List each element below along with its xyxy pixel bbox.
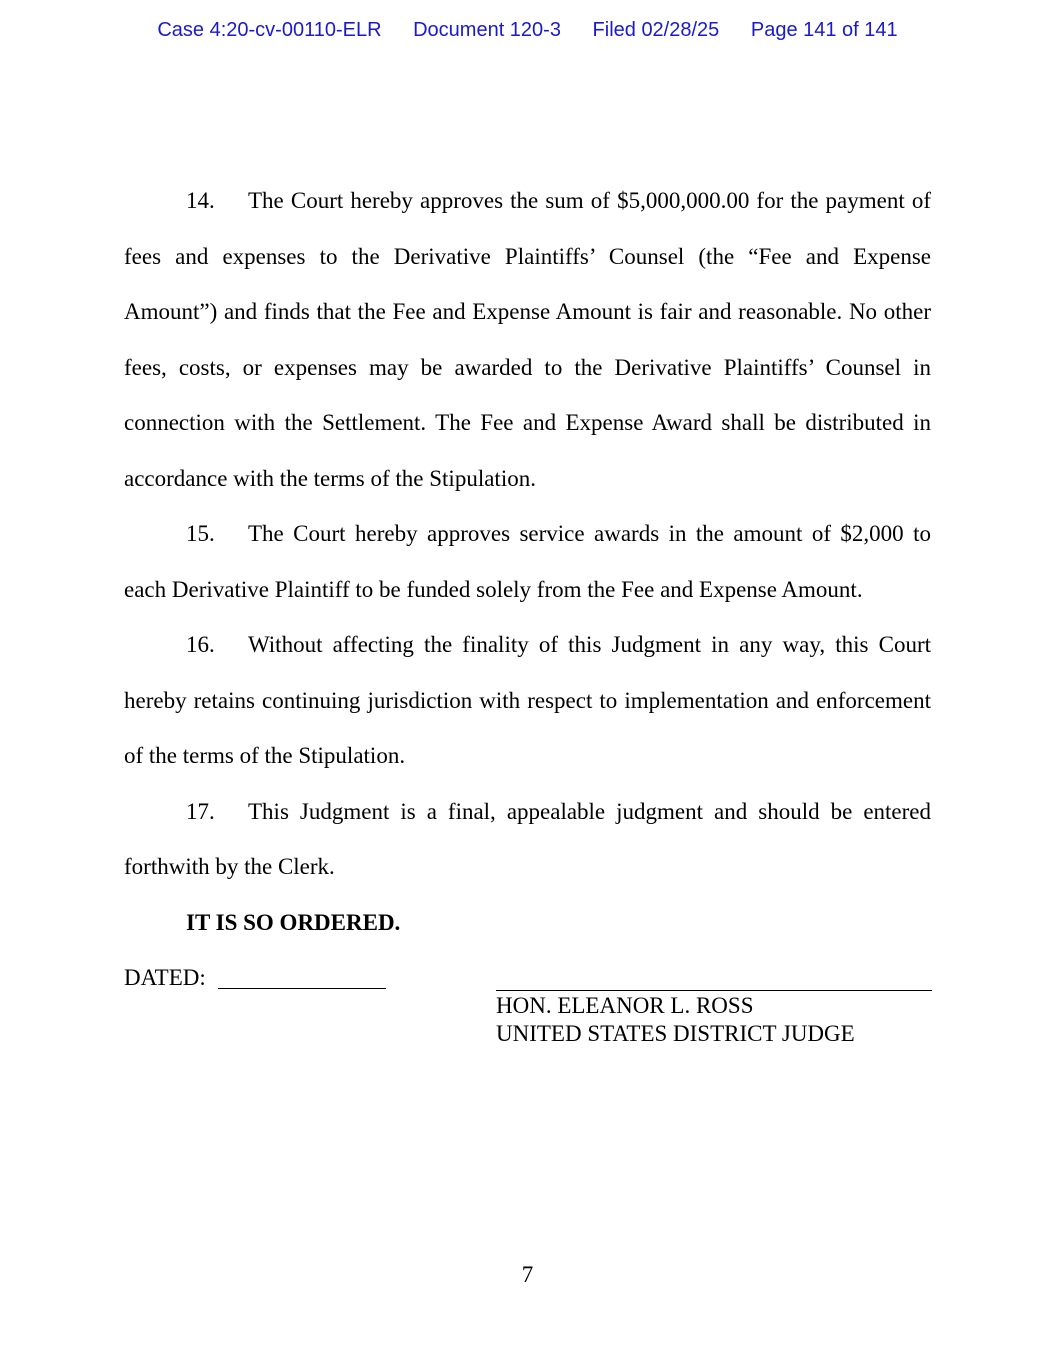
dated-line: [124, 963, 386, 993]
date-blank-line: [218, 966, 386, 989]
paragraph-number: 17.: [186, 798, 215, 824]
paragraph-number: 15.: [186, 521, 215, 546]
signature-block: [496, 990, 932, 1048]
filed-date: Filed 02/28/25: [592, 19, 720, 41]
paragraph-number: 16.: [186, 632, 215, 657]
paragraph-text: The Court hereby approves service awards in the amount of $2,000 to each Derivative Plaintiff to be funded solely from the Fee and Expense Amount.: [124, 521, 931, 602]
paragraph-17: [124, 784, 931, 895]
case-number: Case 4:20-cv-00110-ELR: [157, 19, 382, 41]
judge-title: UNITED STATES DISTRICT JUDGE: [496, 1021, 855, 1046]
paragraph-16: [124, 617, 931, 784]
paragraph-15: [124, 506, 931, 617]
case-header: [0, 19, 1055, 42]
paragraph-number: 14.: [186, 188, 215, 213]
document-number: Document 120-3: [413, 19, 561, 41]
paragraph-text: Without affecting the finality of this Judgment in any way, this Court hereby retains continuing jurisdiction with respect to implementation and enforcement of the terms of the Stipulation.: [124, 632, 931, 768]
paragraph-text: This Judgment is a final, appealable judgment and should be entered forthwith by the Clerk.: [124, 798, 931, 879]
judge-name: HON. ELEANOR L. ROSS: [496, 993, 754, 1018]
judgment-body: [124, 173, 931, 950]
page-number: 7: [521, 1262, 534, 1287]
paragraph-text: The Court hereby approves the sum of $5,000,000.00 for the payment of fees and expenses to the Derivative Plaintiffs’ Counsel (the “Fee and Expense Amount”) and finds that the Fee and Expense Amount is fair and reasonable. No other fees, costs, or expenses may be awarded to the Derivative Plaintiffs’ Counsel in connection with the Settlement. The Fee and Expense Award shall be distributed in accordance with the terms of the Stipulation.: [124, 188, 931, 491]
page-count: Page 141 of 141: [750, 19, 898, 41]
dated-label: DATED:: [124, 965, 206, 990]
so-ordered-heading: IT IS SO ORDERED.: [186, 909, 401, 935]
paragraph-14: [124, 173, 931, 506]
